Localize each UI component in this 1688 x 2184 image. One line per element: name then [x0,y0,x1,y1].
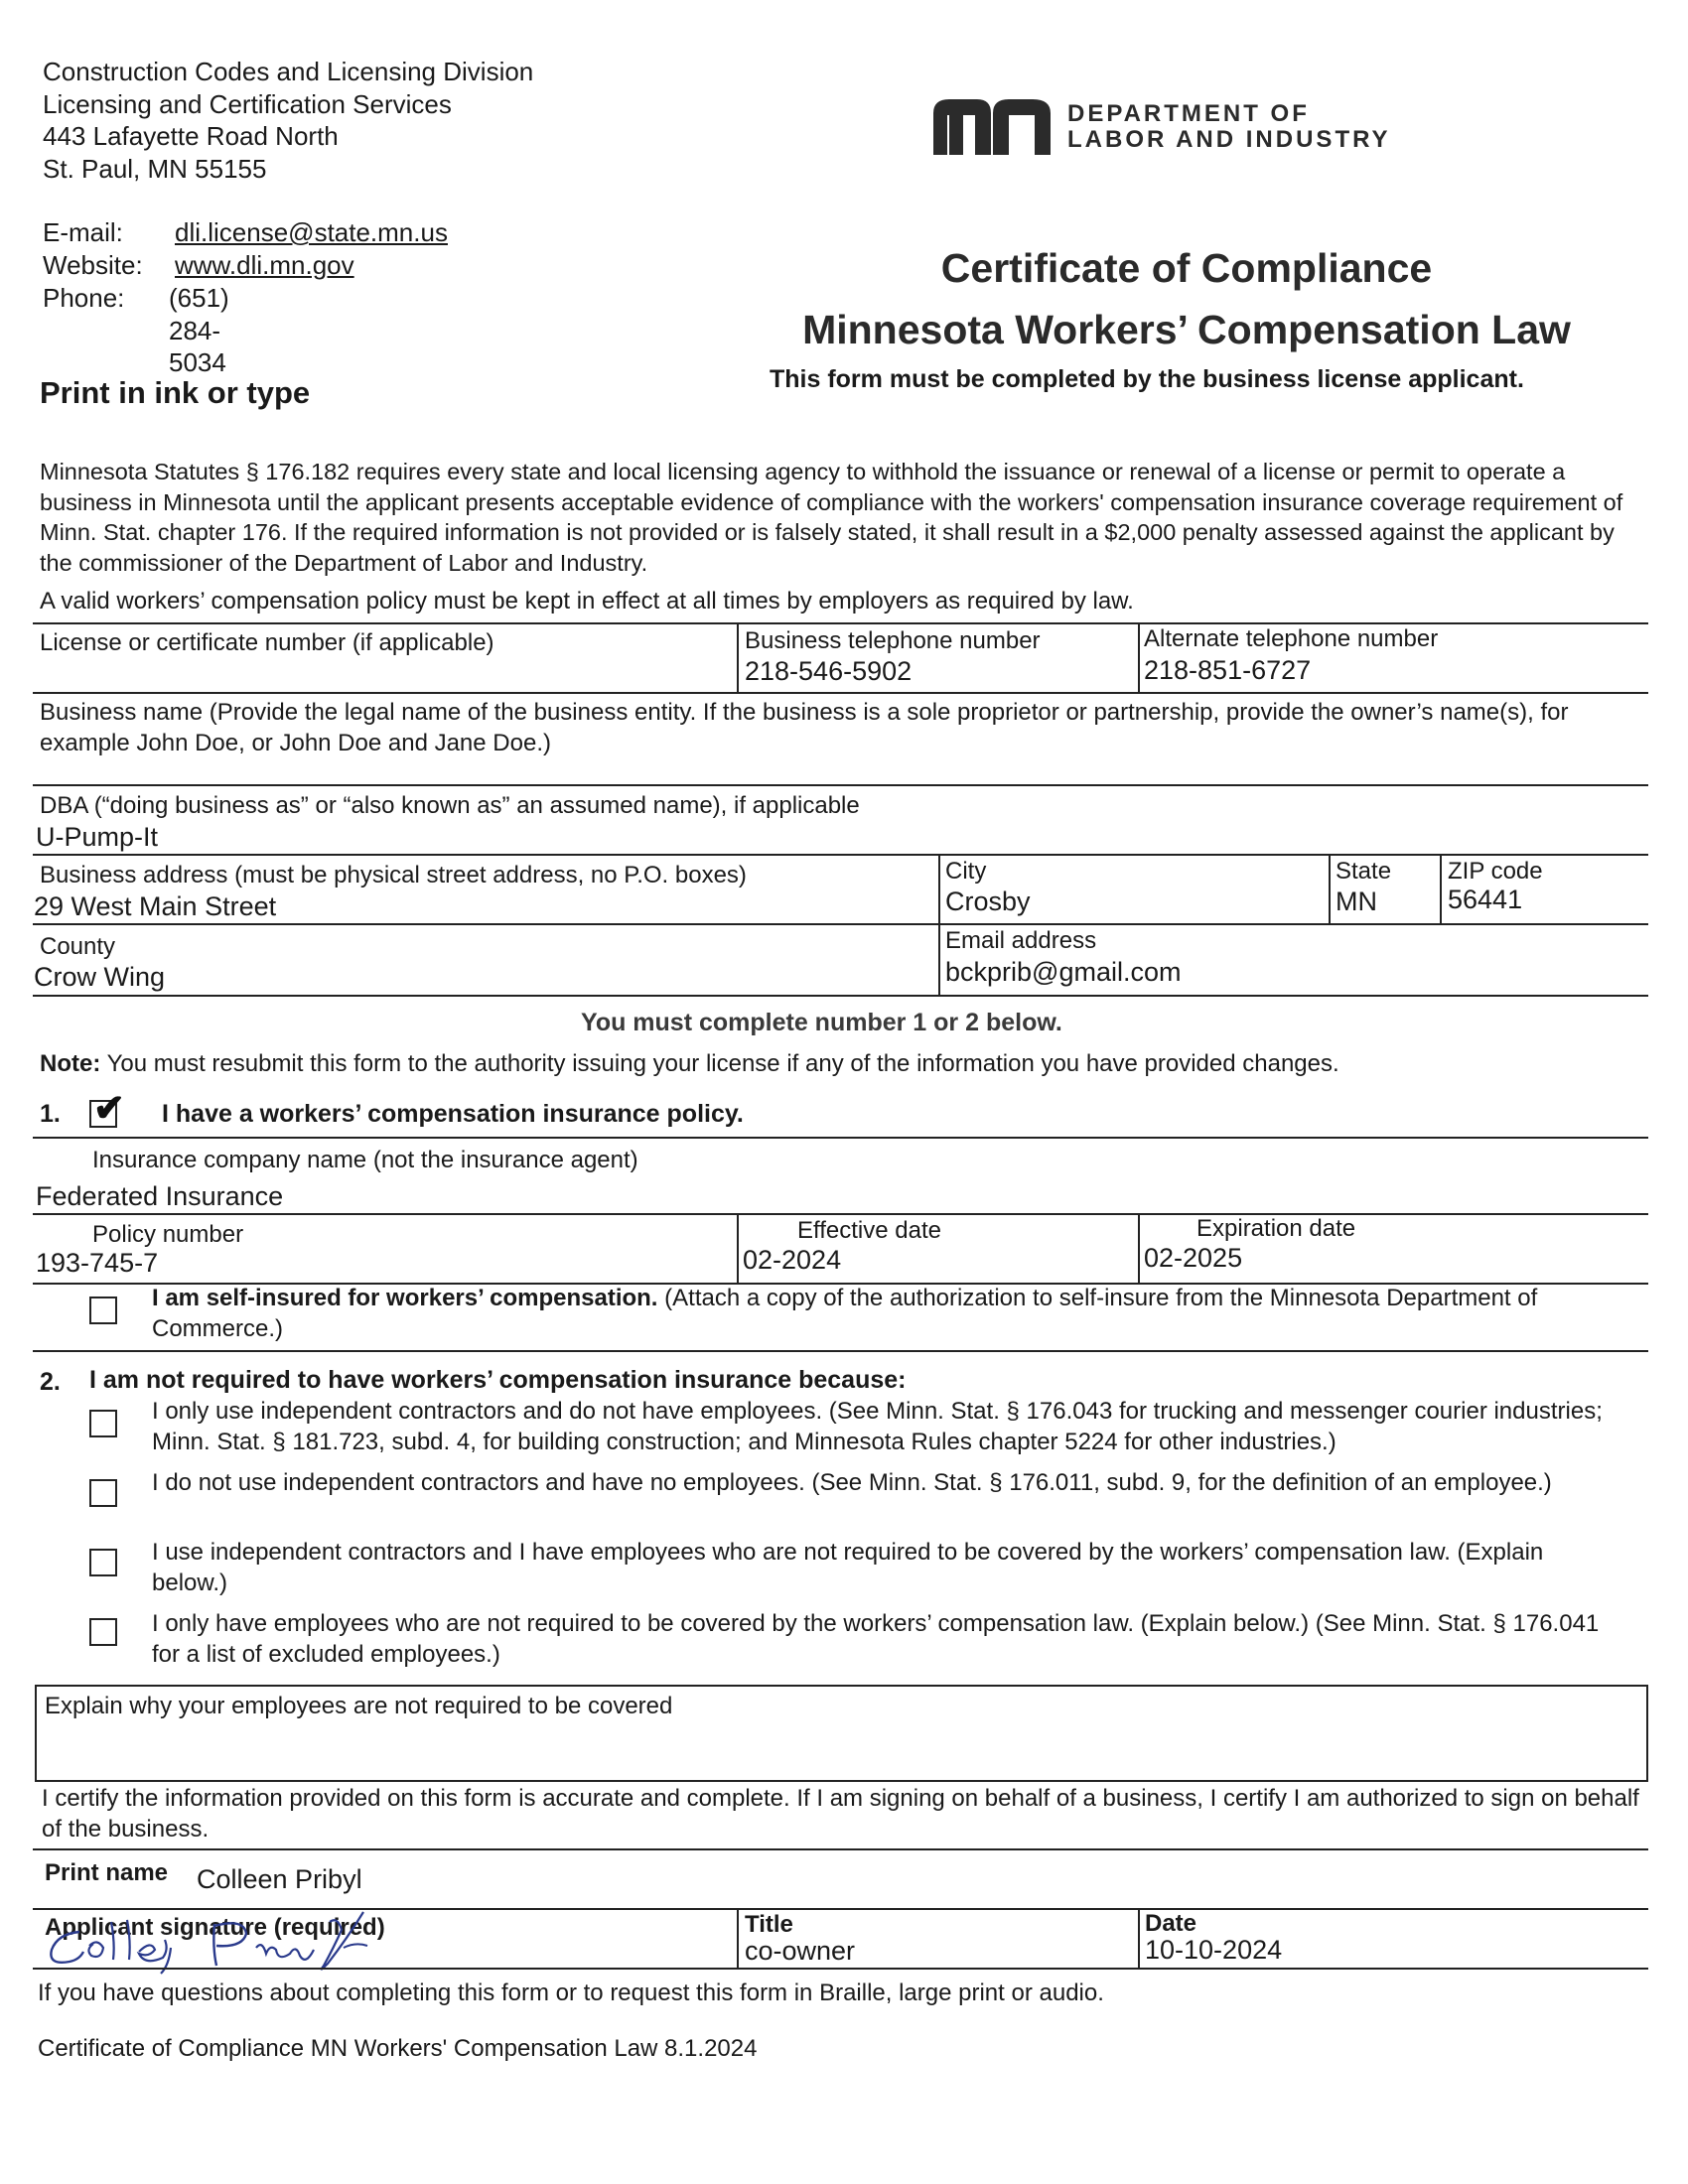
email-link[interactable]: dli.license@state.mn.us [175,217,448,247]
questions-note: If you have questions about completing this form or to request this form in Braille, large print or audio. [38,1979,1104,2006]
section2-heading: I am not required to have workers’ compensation insurance because: [89,1366,907,1394]
email-address-label: Email address [945,927,1097,954]
insurer-field[interactable]: Federated Insurance [36,1181,284,1211]
mn-logo-icon [933,99,1051,155]
date-label: Date [1145,1910,1197,1937]
title-line: Minnesota Workers’ Compensation Law [802,306,1571,352]
expiration-date-field[interactable]: 02-2025 [1144,1243,1243,1273]
checkmark-icon: ✔ [93,1088,125,1130]
option-no-employees: I do not use independent contractors and have no employees. (See Minn. Stat. § 176.011, subd. 9, for the definition of an employee.) [152,1469,1552,1496]
self-insured-option [152,1283,1621,1344]
email-address-field[interactable]: bckprib@gmail.com [945,957,1182,987]
alt-phone-field[interactable]: 218-851-6727 [1144,655,1312,685]
address-field[interactable]: 29 West Main Street [34,891,277,921]
county-field[interactable]: Crow Wing [34,962,166,992]
option-no-employees-checkbox[interactable] [89,1479,117,1507]
title-label: Title [745,1911,793,1938]
option-exempt-only: I only have employees who are not required to be covered by the workers’ compensation law. (Explain below.) (See Minn. Stat. § 176.041 for a list of excluded employees.) [152,1610,1600,1669]
option-exempt-only-checkbox[interactable] [89,1618,117,1646]
phone-label: Phone: [43,283,125,313]
address-line: Construction Codes and Licensing Division [43,57,534,86]
effective-date-field[interactable]: 02-2024 [743,1245,842,1275]
business-phone-field[interactable]: 218-546-5902 [745,656,913,686]
title-line: Certificate of Compliance [940,245,1433,291]
email-label: E-mail: [43,217,123,247]
address-line: St. Paul, MN 55155 [43,153,267,184]
address-line: Licensing and Certification Services [43,88,452,119]
state-field[interactable]: MN [1336,887,1377,916]
form-identifier: Certificate of Compliance MN Workers' Compensation Law 8.1.2024 [38,2035,758,2062]
business-phone-label: Business telephone number [745,627,1041,654]
print-note: Print in ink or type [40,375,311,410]
policy-number-field[interactable]: 193-745-7 [36,1248,159,1278]
form-title [616,238,1688,360]
business-name-label: Business name (Provide the legal name of the business entity. If the business is a sole proprietor or partnership, provide the owner’s name(s), for example John Doe, or John Doe and Jane Doe.) [40,699,1569,757]
print-name-field[interactable]: Colleen Pribyl [197,1864,362,1894]
option-contractors-only: I only use independent contractors and do not have employees. (See Minn. Stat. § 176.043 for trucking and messenger courier industries; Minn. Stat. § 181.723, subd. 4, for building construction; and Minnesota Rules chapter 5224 for other industries.) [152,1398,1603,1456]
note-text: You must resubmit this form to the authority issuing your license if any of the information you have provided changes. [106,1050,1339,1077]
license-label: License or certificate number (if applicable) [40,629,494,656]
policy-number-label: Policy number [92,1221,244,1248]
option-contractors-and-exempt-checkbox[interactable] [89,1549,117,1576]
zip-field[interactable]: 56441 [1448,885,1523,914]
signature-label: Applicant signature (required) [45,1914,385,1941]
title-field[interactable]: co-owner [745,1936,856,1966]
city-field[interactable]: Crosby [945,887,1031,916]
applicant-signature [40,1904,457,1976]
department-name [1067,101,1391,154]
self-insured-bold: I am self-insured for workers’ compensation. [152,1285,658,1311]
state-label: State [1336,858,1392,885]
intro-paragraph: Minnesota Statutes § 176.182 requires every state and local licensing agency to withhold the issuance or renewal of a license or permit to operate a business in Minnesota until the applicant presents acceptable evidence of compliance with the workers' compensation insurance coverage requirement of Minn. Stat. chapter 176. If the required information is not provided or is falsely stated, it shall result in a $2,000 penalty assessed against the applicant by the commissioner of the Department of Labor and Industry. [40,459,1623,576]
note-label: Note: [40,1050,101,1077]
address-label: Business address (must be physical street address, no P.O. boxes) [40,862,747,888]
website-label: Website: [43,250,143,280]
policy-requirement: A valid workers’ compensation policy must be kept in effect at all times by employers as required by law. [40,588,1134,614]
dba-field[interactable]: U-Pump-It [36,822,159,852]
section2-number: 2. [40,1368,61,1396]
self-insured-checkbox[interactable] [89,1297,117,1324]
form-subtitle: This form must be completed by the business license applicant. [770,365,1524,393]
insurer-label: Insurance company name (not the insurance agent) [92,1147,638,1173]
self-insured-text: (Attach a copy of the authorization to self-insure from the Minnesota Department of Commerce.) [152,1285,1538,1343]
section1-heading: I have a workers’ compensation insurance policy. [162,1100,744,1128]
effective-date-label: Effective date [797,1217,941,1244]
insurance-policy-checkbox[interactable] [89,1088,125,1130]
city-label: City [945,858,987,885]
option-contractors-and-exempt: I use independent contractors and I have employees who are not required to be covered by the workers’ compensation law. (Explain below.) [152,1539,1544,1597]
section1-number: 1. [40,1100,61,1128]
website-link[interactable]: www.dli.mn.gov [175,250,354,280]
option-contractors-only-checkbox[interactable] [89,1410,117,1437]
note-line [40,1050,1339,1078]
contact-block [43,216,448,377]
dba-label: DBA (“doing business as” or “also known as” an assumed name), if applicable [40,792,860,819]
complete-instruction: You must complete number 1 or 2 below. [581,1009,1062,1036]
county-label: County [40,933,116,960]
explain-label: Explain why your employees are not required to be covered [45,1693,673,1719]
department-line: DEPARTMENT OF [1067,100,1310,127]
address-line: 443 Lafayette Road North [43,121,339,151]
print-name-label: Print name [45,1859,169,1886]
department-line: LABOR AND INDUSTRY [1067,126,1391,154]
zip-label: ZIP code [1448,858,1543,885]
explain-box[interactable] [35,1685,1648,1782]
expiration-date-label: Expiration date [1196,1215,1356,1242]
date-field[interactable]: 10-10-2024 [1145,1935,1283,1965]
phone-value: (651) 284-5034 [169,283,229,377]
certification-text: I certify the information provided on this form is accurate and complete. If I am signing on behalf of a business, I certify I am authorized to sign on behalf of the business. [42,1785,1639,1843]
alt-phone-label: Alternate telephone number [1144,625,1439,652]
agency-address [43,56,533,185]
